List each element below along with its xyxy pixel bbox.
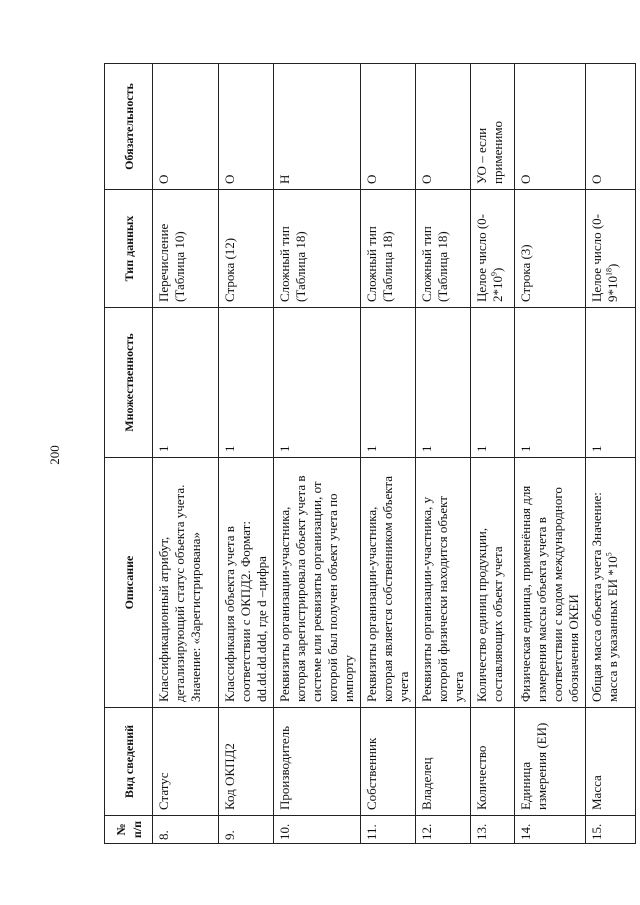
row-multiplicity: [471, 308, 515, 458]
row-obligation: [586, 64, 636, 190]
row-num-text: 9.: [222, 830, 237, 840]
row-name: [219, 708, 274, 816]
row-obligation-text: О: [518, 174, 533, 184]
row-name-text: Собственник: [364, 737, 379, 810]
row-num-text: 12.: [419, 823, 434, 840]
row-multiplicity-text: 1: [156, 445, 171, 452]
row-multiplicity-text: 1: [474, 445, 489, 452]
row-obligation: [153, 64, 219, 190]
data-table: [104, 63, 636, 844]
row-name: [515, 708, 586, 816]
row-multiplicity-text: 1: [589, 445, 604, 452]
row-name-text: Производитель: [277, 725, 292, 810]
row-obligation-text: О: [156, 174, 171, 184]
row-data-type: [153, 190, 219, 308]
row-obligation: [471, 64, 515, 190]
header-multiplicity: Множественность: [105, 308, 153, 458]
row-data-type: [219, 190, 274, 308]
row-obligation: [515, 64, 586, 190]
row-num-text: 10.: [277, 823, 292, 840]
table-row: [219, 64, 274, 844]
row-num: [416, 816, 471, 844]
row-data-type: [274, 190, 361, 308]
row-num-text: 8.: [156, 830, 171, 840]
row-obligation-text: О: [222, 174, 237, 184]
row-multiplicity: [153, 308, 219, 458]
row-data-type: [515, 190, 586, 308]
page-number: 200: [47, 445, 62, 465]
table-row: [361, 64, 416, 844]
table-row: [153, 64, 219, 844]
row-data-type: [586, 190, 636, 308]
row-num: [361, 816, 416, 844]
data-type-exponent: 18: [604, 268, 614, 276]
row-description: [153, 458, 219, 708]
row-description-text: Реквизиты организации-участника, у которой физически находится объект учета: [419, 496, 466, 702]
row-multiplicity-text: 1: [518, 445, 533, 452]
row-data-type-text: Строка (3): [518, 244, 533, 302]
header-name: Вид сведений: [105, 708, 153, 816]
row-multiplicity: [515, 308, 586, 458]
row-name: [274, 708, 361, 816]
row-obligation: [219, 64, 274, 190]
row-num-text: 15.: [589, 823, 604, 840]
row-num-text: 13.: [474, 823, 489, 840]
row-name-text: Единица измерения (ЕИ): [518, 722, 549, 810]
row-data-type-text: Целое число (0-2*10: [474, 214, 505, 302]
row-num: [274, 816, 361, 844]
row-multiplicity: [586, 308, 636, 458]
table-row: [416, 64, 471, 844]
row-obligation-text: УО – если применимо: [474, 120, 505, 184]
row-description: [586, 458, 636, 708]
row-data-type: [416, 190, 471, 308]
data-type-tail: ): [490, 267, 505, 272]
row-data-type-text: Строка (12): [222, 237, 237, 302]
row-data-type-text: Перечисление (Таблица 10): [156, 223, 187, 302]
row-description-text: Реквизиты организации-участника, которая является собственником объекта учета: [364, 476, 411, 702]
row-data-type-text: Сложный тип (Таблица 18): [277, 226, 308, 302]
row-name: [586, 708, 636, 816]
row-description: [219, 458, 274, 708]
row-data-type: [361, 190, 416, 308]
row-name-text: Статус: [156, 772, 171, 810]
row-multiplicity: [416, 308, 471, 458]
row-num: [515, 816, 586, 844]
row-description: [471, 458, 515, 708]
row-num: [471, 816, 515, 844]
row-name-text: Код ОКПД2: [222, 743, 237, 810]
table-row: [515, 64, 586, 844]
row-multiplicity: [274, 308, 361, 458]
row-name: [361, 708, 416, 816]
row-description: [274, 458, 361, 708]
row-description: [361, 458, 416, 708]
row-description-text: Количество единиц продукции, составляющих объект учета: [474, 527, 505, 702]
description-exponent: 5: [604, 552, 614, 557]
row-obligation-text: О: [419, 174, 434, 184]
header-obligation: Обязательность: [105, 64, 153, 190]
row-num: [586, 816, 636, 844]
row-description-text: Классификационный атрибут, детализирующий статус объекта учета. Значение: «Зарегистрирована»: [156, 484, 203, 702]
row-obligation: [361, 64, 416, 190]
row-multiplicity: [219, 308, 274, 458]
row-obligation-text: О: [364, 174, 379, 184]
row-description-text: Классификация объекта учета в соответствии с ОКПД2. Формат: dd.dd.dd.ddd, где d –цифра: [222, 521, 269, 702]
row-data-type: [471, 190, 515, 308]
row-description-text: Общая масса объекта учета Значение: масса в указанных ЕИ *10: [589, 492, 620, 702]
row-description: [416, 458, 471, 708]
header-num: № п/п: [105, 816, 153, 844]
row-multiplicity-text: 1: [419, 445, 434, 452]
table-row: [274, 64, 361, 844]
row-description-text: Реквизиты организации-участника, которая зарегистрировала объект учета в системе или реквизиты организации, от которой был получен объект учета по импорту: [277, 475, 356, 702]
row-name-text: Масса: [589, 775, 604, 810]
row-obligation: [416, 64, 471, 190]
header-data-type: Тип данных: [105, 190, 153, 308]
row-description-text: Физическая единица, применённая для измерения массы объекта учета в соответствии с кодом международного обозначения ОКЕИ: [518, 485, 581, 702]
row-num-text: 14.: [518, 823, 533, 840]
row-description: [515, 458, 586, 708]
row-obligation: [274, 64, 361, 190]
row-name-text: Количество: [474, 745, 489, 810]
row-multiplicity-text: 1: [222, 445, 237, 452]
row-data-type-text: Сложный тип (Таблица 18): [419, 226, 450, 302]
row-data-type-text: Сложный тип (Таблица 18): [364, 226, 395, 302]
header-description: Описание: [105, 458, 153, 708]
row-multiplicity: [361, 308, 416, 458]
row-name: [471, 708, 515, 816]
row-name-text: Владелец: [419, 757, 434, 810]
data-type-tail: ): [605, 263, 620, 268]
data-table-container: [104, 64, 624, 844]
row-name: [416, 708, 471, 816]
table-body: [153, 64, 636, 844]
row-data-type-text: Целое число (0-9*10: [589, 214, 620, 302]
data-type-exponent: 9: [489, 272, 499, 276]
row-obligation-text: О: [589, 174, 604, 184]
row-num: [219, 816, 274, 844]
row-num: [153, 816, 219, 844]
row-name: [153, 708, 219, 816]
row-num-text: 11.: [364, 824, 379, 840]
table-row: [586, 64, 636, 844]
row-obligation-text: Н: [277, 174, 292, 184]
table-row: [471, 64, 515, 844]
row-multiplicity-text: 1: [364, 445, 379, 452]
row-multiplicity-text: 1: [277, 445, 292, 452]
